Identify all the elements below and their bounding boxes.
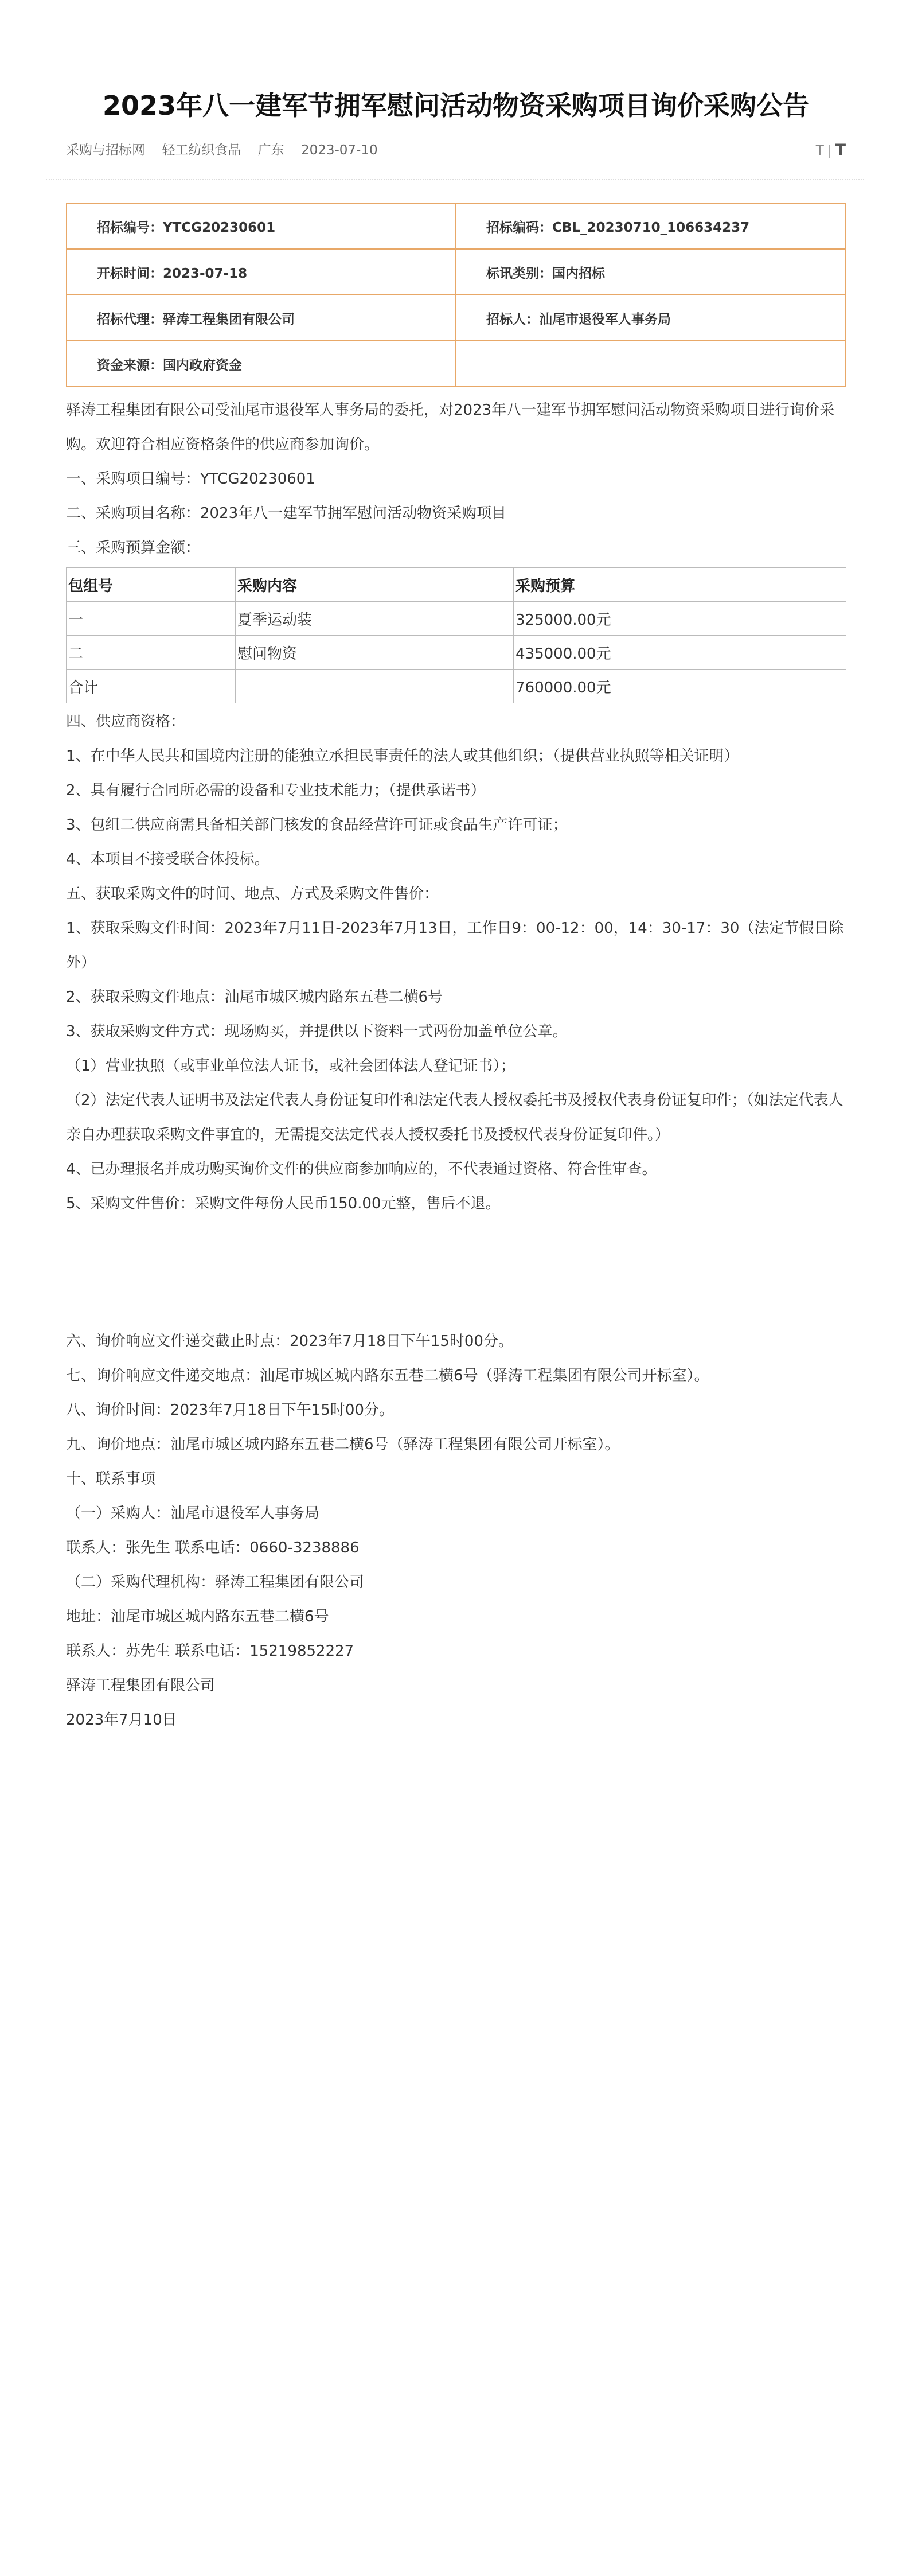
info-row [67, 295, 845, 341]
cell-budget: 435000.00元 [514, 636, 846, 670]
cell-package: 一 [67, 602, 236, 636]
cell-package: 合计 [67, 670, 236, 703]
fund-source: 资金来源：国内政府资金 [67, 341, 456, 387]
bid-info-table [66, 203, 846, 387]
budget-heading: 三、采购预算金额： [66, 539, 201, 557]
font-large-button[interactable]: T [835, 141, 846, 159]
empty-cell [456, 341, 845, 387]
qualification-1: 1、在中华人民共和国境内注册的能独立承担民事责任的法人或其他组织；（提供营业执照等相关证明） [66, 748, 739, 765]
info-row [67, 249, 845, 295]
cell-package: 二 [67, 636, 236, 670]
meta-row [66, 139, 846, 162]
qualification-4: 4、本项目不接受联合体投标。 [66, 851, 270, 868]
obtain-time: 1、获取采购文件时间：2023年7月11日-2023年7月13日，工作日9：00-12：00，14：30-17：30（法定节假日除外） [66, 920, 844, 971]
qualification-2: 2、具有履行合同所必需的设备和专业技术能力；（提供承诺书） [66, 782, 486, 799]
agency-address: 地址：汕尾市城区城内路东五巷二横6号 [66, 1608, 329, 1625]
notice-content [66, 393, 846, 1737]
contact-heading: 十、联系事项 [66, 1470, 156, 1488]
obtain-place: 2、获取采购文件地点：汕尾市城区城内路东五巷二横6号 [66, 989, 443, 1006]
project-number: 一、采购项目编号：YTCG20230601 [66, 470, 315, 488]
font-size-switch [816, 139, 846, 162]
font-size-separator: | [827, 143, 832, 158]
sign-date: 2023年7月10日 [66, 1711, 177, 1729]
meta-date: 2023-07-10 [300, 143, 378, 158]
obtain-note: 4、已办理报名并成功购买询价文件的供应商参加响应的，不代表通过资格、符合性审查。 [66, 1161, 657, 1178]
header-budget: 采购预算 [514, 568, 846, 602]
info-row [67, 341, 845, 387]
deadline: 六、询价响应文件递交截止时点：2023年7月18日下午15时00分。 [66, 1333, 513, 1350]
font-small-button[interactable]: T [815, 143, 824, 158]
bid-code: 招标编码：CBL_20230710_106634237 [456, 203, 845, 249]
obtain-heading: 五、获取采购文件的时间、地点、方式及采购文件售价： [66, 885, 439, 902]
header-content: 采购内容 [236, 568, 514, 602]
table-row-total [67, 670, 846, 703]
table-row [67, 636, 846, 670]
cell-budget: 325000.00元 [514, 602, 846, 636]
budget-header-row [67, 568, 846, 602]
bid-type: 标讯类别：国内招标 [456, 249, 845, 295]
meta-source[interactable]: 采购与招标网 [66, 143, 145, 158]
meta-region[interactable]: 广东 [257, 143, 284, 158]
obtain-doc-1: （1）营业执照（或事业单位法人证书，或社会团体法人登记证书）； [66, 1057, 515, 1075]
intro-paragraph: 驿涛工程集团有限公司受汕尾市退役军人事务局的委托，对2023年八一建军节拥军慰问活动物资采购项目进行询价采购。欢迎符合相应资格条件的供应商参加询价。 [66, 402, 835, 453]
info-row [67, 203, 845, 249]
cell-budget: 760000.00元 [514, 670, 846, 703]
purchaser: （一）采购人：汕尾市退役军人事务局 [66, 1505, 320, 1522]
project-name: 二、采购项目名称：2023年八一建军节拥军慰问活动物资采购项目 [66, 505, 507, 522]
cell-content: 夏季运动装 [236, 602, 514, 636]
inquiry-place: 九、询价地点：汕尾市城区城内路东五巷二横6号（驿涛工程集团有限公司开标室）。 [66, 1436, 620, 1453]
page-title: 2023年八一建军节拥军慰问活动物资采购项目询价采购公告 [102, 90, 810, 121]
notice-page [66, 0, 846, 1729]
obtain-method: 3、获取采购文件方式：现场购买，并提供以下资料一式两份加盖单位公章。 [66, 1023, 568, 1040]
obtain-doc-2: （2）法定代表人证明书及法定代表人身份证复印件和法定代表人授权委托书及授权代表身份证复印件；（如法定代表人亲自办理获取采购文件事宜的，无需提交法定代表人授权委托书及授权代表身份证复印件。） [66, 1092, 843, 1143]
bid-no: 招标编号：YTCG20230601 [67, 203, 456, 249]
signer: 驿涛工程集团有限公司 [66, 1677, 216, 1694]
budget-table [66, 567, 846, 703]
cell-content: 慰问物资 [236, 636, 514, 670]
open-time: 开标时间：2023-07-18 [67, 249, 456, 295]
qualification-heading: 四、供应商资格： [66, 713, 186, 730]
blank-space [66, 1221, 846, 1324]
meta-info [66, 139, 846, 162]
qualification-3: 3、包组二供应商需具备相关部门核发的食品经营许可证或食品生产许可证； [66, 816, 568, 834]
meta-category[interactable]: 轻工纺织食品 [162, 143, 241, 158]
header-package: 包组号 [67, 568, 236, 602]
agency-contact: 联系人：苏先生 联系电话：15219852227 [66, 1643, 354, 1660]
bid-agent: 招标代理：驿涛工程集团有限公司 [67, 295, 456, 341]
table-row [67, 602, 846, 636]
obtain-price: 5、采购文件售价：采购文件每份人民币150.00元整，售后不退。 [66, 1195, 501, 1212]
submit-place: 七、询价响应文件递交地点：汕尾市城区城内路东五巷二横6号（驿涛工程集团有限公司开标室）。 [66, 1367, 709, 1384]
purchaser-contact: 联系人：张先生 联系电话：0660-3238886 [66, 1539, 360, 1557]
header-divider [46, 179, 864, 180]
agency: （二）采购代理机构：驿涛工程集团有限公司 [66, 1574, 365, 1591]
cell-content [236, 670, 514, 703]
inquiry-time: 八、询价时间：2023年7月18日下午15时00分。 [66, 1402, 394, 1419]
tenderer: 招标人：汕尾市退役军人事务局 [456, 295, 845, 341]
